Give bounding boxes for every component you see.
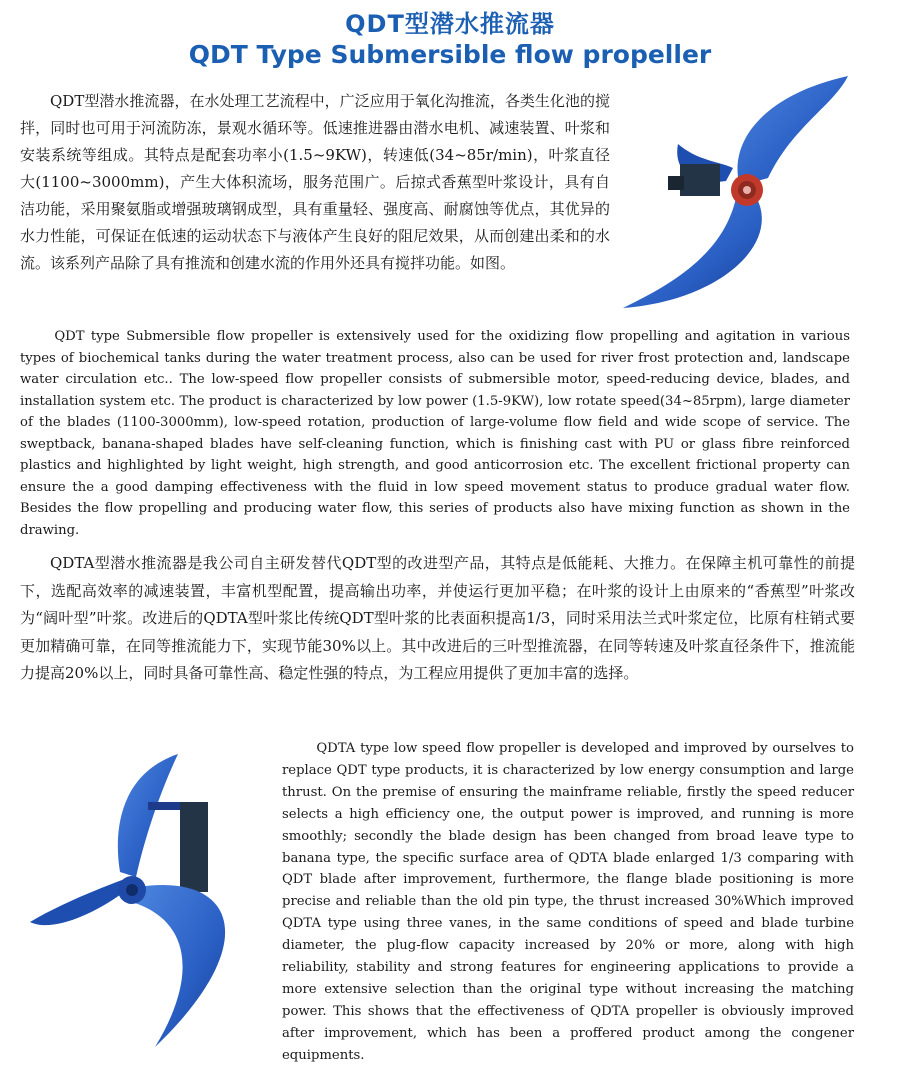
qdt-description-en: QDT type Submersible flow propeller is extensively used for the oxidizing flow propelling and agitation in various types of biochemical tanks during the water treatment process, also can be used for river frost protection and, landscape water circulation etc.. The low-speed flow propeller consists of submersible motor, speed-reducing device, blades, and installation system etc. The product is characterized by low power (1.5-9KW), low rotate speed(34~85rpm), large diameter of the blades (1100-3000mm), low-speed rotation, production of large-volume flow field and wide scope of service. The sweptback, banana-shaped blades have self-cleaning function, which is finishing cast with PU or glass fibre reinforced plastics and highlighted by light weight, high strength, and good anticorrosion etc. The excellent frictional property can ensure the a good damping effectiveness with the fluid in low speed movement status to produce gradual water flow. Besides the flow propelling and producing water flow, this series of products also have mixing function as shown in the drawing. xyxy=(20,329,850,538)
qdt-propeller-image xyxy=(608,66,858,314)
qdt-description-cn: QDT型潜水推流器，在水处理工艺流程中，广泛应用于氧化沟推流，各类生化池的搅拌，同时也可用于河流防冻，景观水循环等。低速推进器由潜水电机、减速装置、叶浆和安装系统等组成。其特点是配套功率小(1.5~9KW)，转速低(34~85r/min)，叶浆直径大(1100~3000mm)，产生大体积流场，服务范围广。后掠式香蕉型叶浆设计，具有自洁功能，采用聚氨脂或增强玻璃钢成型，具有重量轻、强度高、耐腐蚀等优点，其优异的水力性能，可保证在低速的运动状态下与液体产生良好的阻尼效果，从而创建出柔和的水流。该系列产品除了具有推流和创建水流的作用外还具有搅拌功能。如图。 xyxy=(20,92,610,272)
page-title-cn: QDT型潜水推流器 xyxy=(345,10,555,38)
qdta-description-cn: QDTA型潜水推流器是我公司自主研发替代QDT型的改进型产品，其特点是低能耗、大推力。在保障主机可靠性的前提下，选配高效率的减速装置，丰富机型配置，提高输出功率，并使运行更加平稳；在叶浆的设计上由原来的“香蕉型”叶浆改为“阔叶型”叶浆。改进后的QDTA型叶浆比传统QDT型叶浆的比表面积提高1/3，同时采用法兰式叶浆定位，比原有柱销式要更加精确可靠，在同等推流能力下，实现节能30%以上。其中改进后的三叶型推流器，在同等转速及叶浆直径条件下，推流能力提高20%以上，同时具备可靠性高、稳定性强的特点，为工程应用提供了更加丰富的选择。 xyxy=(20,554,855,682)
qdta-description-en: QDTA type low speed flow propeller is developed and improved by ourselves to replace QDT type products, it is characterized by low energy consumption and large thrust. On the premise of ensuring the mainframe reliable, firstly the speed reducer selects a high efficiency one, the output power is improved, and running is more smoothly; secondly the blade design has been changed from broad leave type to banana type, the specific surface area of QDTA blade enlarged 1/3 comparing with QDT blade after improvement, furthermore, the flange blade positioning is more precise and reliable than the old pin type, the thrust increased 30%Which improved QDTA type using three vanes, in the same conditions of speed and blade turbine diameter, the plug-flow capacity increased by 20% or more, along with high reliability, stability and strong features for engineering applications to provide a more extensive selection than the original type without increasing the matching power. This shows that the effectiveness of QDTA propeller is obviously improved after improvement, which has been a proffered product among the congener equipments. xyxy=(282,741,854,1063)
qdta-propeller-image xyxy=(20,742,278,1057)
page-title-en: QDT Type Submersible flow propeller xyxy=(188,40,712,69)
